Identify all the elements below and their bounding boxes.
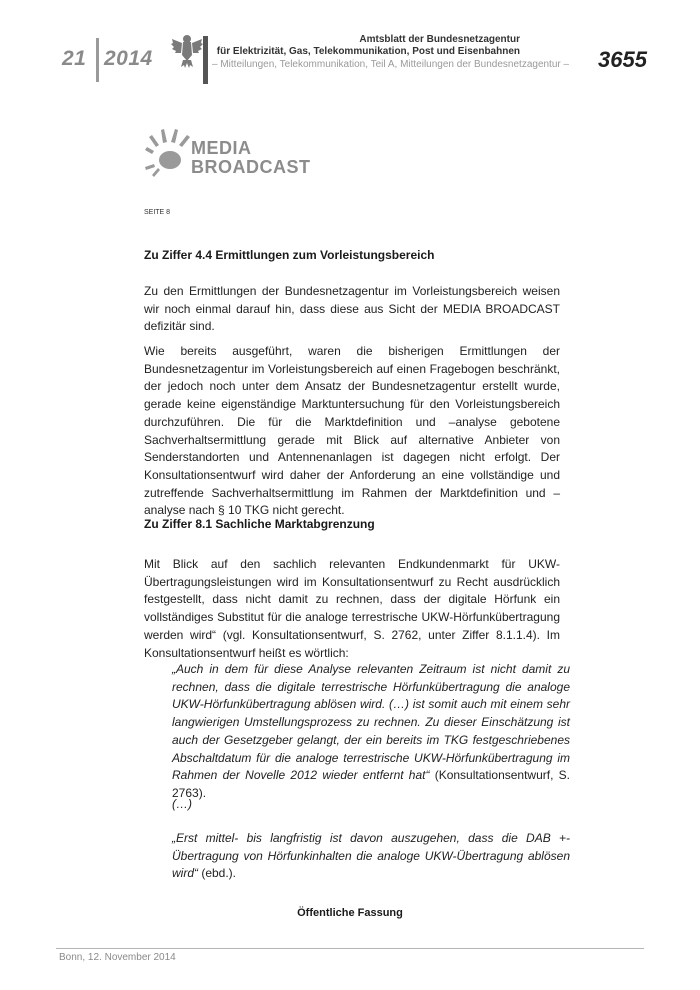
- logo-text-media: MEDIA: [191, 138, 252, 158]
- public-version-note: Öffentliche Fassung: [297, 907, 403, 919]
- footer-divider: [56, 948, 644, 949]
- gazette-title: Amtsblatt der Bundesnetzagentur: [359, 34, 520, 45]
- quote-text: „Erst mittel- bis langfristig ist davon auszugehen, dass die DAB +-Übertragung von Hörfunkinhalten die analoge UKW-Übertragung ablösen wird“: [172, 831, 570, 881]
- block-quote: [172, 661, 570, 803]
- section-heading: Zu Ziffer 4.4 Ermittlungen zum Vorleistungsbereich: [144, 248, 435, 262]
- page-label: SEITE 8: [144, 209, 171, 216]
- gazette-subtitle: für Elektrizität, Gas, Telekommunikation, Post und Eisenbahnen: [216, 46, 520, 57]
- paragraph: Zu den Ermittlungen der Bundesnetzagentur im Vorleistungsbereich weisen wir noch einmal darauf hin, dass diese aus Sicht der MEDIA BROADCAST defizitär sind.: [144, 284, 560, 334]
- quote-text: „Auch in dem für diese Analyse relevanten Zeitraum ist nicht damit zu rechnen, dass die digitale terrestrische Hörfunkübertragung die analoge UKW-Hörfunkübertragung ablösen wird. (…) ist somit auch mit einem sehr langwierigen Umstellungsprozess zu rechnen. Zu dieser Einschätzung ist auch der Gesetzgeber gelangt, der ein bereits im TKG festgeschriebenes Abschaltdatum für die analoge terrestrische UKW-Hörfunkübertragung im Rahmen der Novelle 2012 wieder entfernt hat“: [172, 662, 570, 783]
- block-quote: [172, 830, 570, 883]
- paragraph: Mit Blick auf den sachlich relevanten Endkundenmarkt für UKW-Übertragungsleistungen wird im Konsultationsentwurf zu Recht ausdrücklich festgestellt, dass nicht damit zu rechnen, dass der digitale Hörfunk ein vollständiges Substitut für die analoge terrestrische UKW-Hörfunkübertragung werden wird“ (vgl. Konsultationsentwurf, S. 2762, unter Ziffer 8.1.1.4). Im Konsultationsentwurf heißt es wörtlich:: [144, 557, 560, 660]
- paragraph: Wie bereits ausgeführt, waren die bisherigen Ermittlungen der Bundesnetzagentur im Vorleistungsbereich auf einen Fragebogen beschränkt, der jedoch noch unter dem Ansatz der Bundesnetzagentur erstellt wurde, gerade keine eigenständige Marktuntersuchung für den Vorleistungsbereich durchzuführen. Die für die Marktdefinition und –analyse gebotene Sachverhaltsermittlung gerade mit Blick auf alternative Anbieter von Senderstandorten und Antennenanlagen ist dagegen nicht erfolgt. Der Konsultationsentwurf wird daher der Anforderung an eine vollständige und zutreffende Sachverhaltsermittlung im Rahmen der Marktdefinition und –analyse nach § 10 TKG nicht gerecht.: [144, 344, 560, 518]
- quote-ellipsis: (…): [172, 797, 192, 811]
- logo-text-broadcast: BROADCAST: [191, 157, 311, 177]
- section-heading: Zu Ziffer 8.1 Sachliche Marktabgrenzung: [144, 517, 375, 531]
- quote-citation: (Konsultationsentwurf, S. 2763).: [172, 768, 570, 800]
- footer-date: Bonn, 12. November 2014: [59, 952, 176, 963]
- issue-number: 21: [62, 47, 87, 70]
- header-divider: [203, 36, 208, 84]
- issue-divider: [96, 38, 99, 82]
- gazette-section: – Mitteilungen, Telekommunikation, Teil A, Mitteilungen der Bundesnetzagentur –: [212, 59, 570, 70]
- federal-eagle-icon: [170, 33, 204, 69]
- page-number: 3655: [598, 47, 647, 72]
- issue-year: 2014: [104, 47, 153, 70]
- quote-citation: (ebd.).: [198, 866, 237, 881]
